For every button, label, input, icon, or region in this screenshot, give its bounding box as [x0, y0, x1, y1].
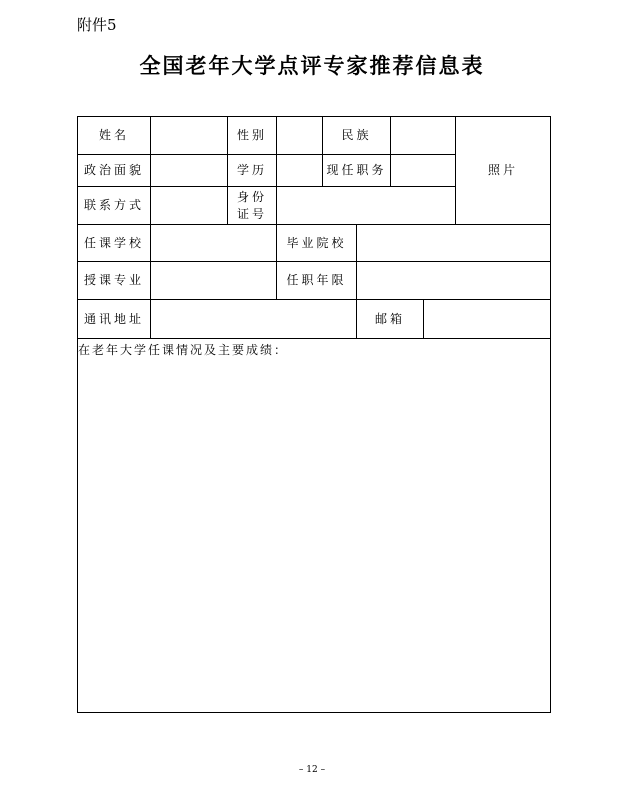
- page-title: 全国老年大学点评专家推荐信息表: [139, 54, 485, 78]
- ethnicity-field[interactable]: [391, 117, 455, 154]
- recommendation-form: [77, 116, 551, 713]
- graduation-school-label: 毕业院校: [286, 235, 347, 250]
- email-field[interactable]: [424, 300, 550, 338]
- form-border-right: [550, 116, 551, 713]
- id-number-label-line2: 证号: [236, 206, 267, 221]
- gender-label: 性别: [236, 128, 267, 142]
- id-number-label: [228, 187, 276, 224]
- contact-field[interactable]: [151, 187, 227, 224]
- education-label: 学历: [236, 163, 267, 177]
- tenure-field[interactable]: [357, 262, 550, 299]
- photo-box[interactable]: 照片: [487, 163, 518, 177]
- name-field[interactable]: [151, 117, 227, 154]
- form-border-bottom: [77, 712, 551, 713]
- contact-label: 联系方式: [83, 198, 144, 212]
- political-status-field[interactable]: [151, 155, 227, 186]
- gender-field[interactable]: [277, 117, 322, 154]
- teaching-school-label: 任课学校: [83, 235, 144, 250]
- graduation-school-field[interactable]: [357, 225, 550, 261]
- email-label: 邮箱: [374, 311, 405, 326]
- id-number-field[interactable]: [277, 187, 455, 224]
- teaching-major-field[interactable]: [151, 262, 276, 299]
- name-label: 姓名: [98, 128, 129, 142]
- current-position-field[interactable]: [391, 155, 455, 186]
- achievements-label: 在老年大学任课情况及主要成绩：: [78, 343, 289, 357]
- achievements-field[interactable]: [78, 359, 550, 712]
- address-label: 通讯地址: [83, 311, 144, 326]
- current-position-label: 现任职务: [326, 163, 387, 177]
- political-status-label: 政治面貌: [83, 163, 144, 177]
- education-field[interactable]: [277, 155, 322, 186]
- id-number-label-line1: 身份: [236, 189, 267, 204]
- address-field[interactable]: [151, 300, 356, 338]
- attachment-label: 附件5: [77, 16, 117, 34]
- row-divider-6: [77, 338, 551, 339]
- tenure-label: 任职年限: [286, 273, 347, 287]
- teaching-major-label: 授课专业: [83, 273, 144, 287]
- page-number: – 12 –: [298, 765, 326, 775]
- ethnicity-label: 民族: [341, 128, 372, 142]
- teaching-school-field[interactable]: [151, 225, 276, 261]
